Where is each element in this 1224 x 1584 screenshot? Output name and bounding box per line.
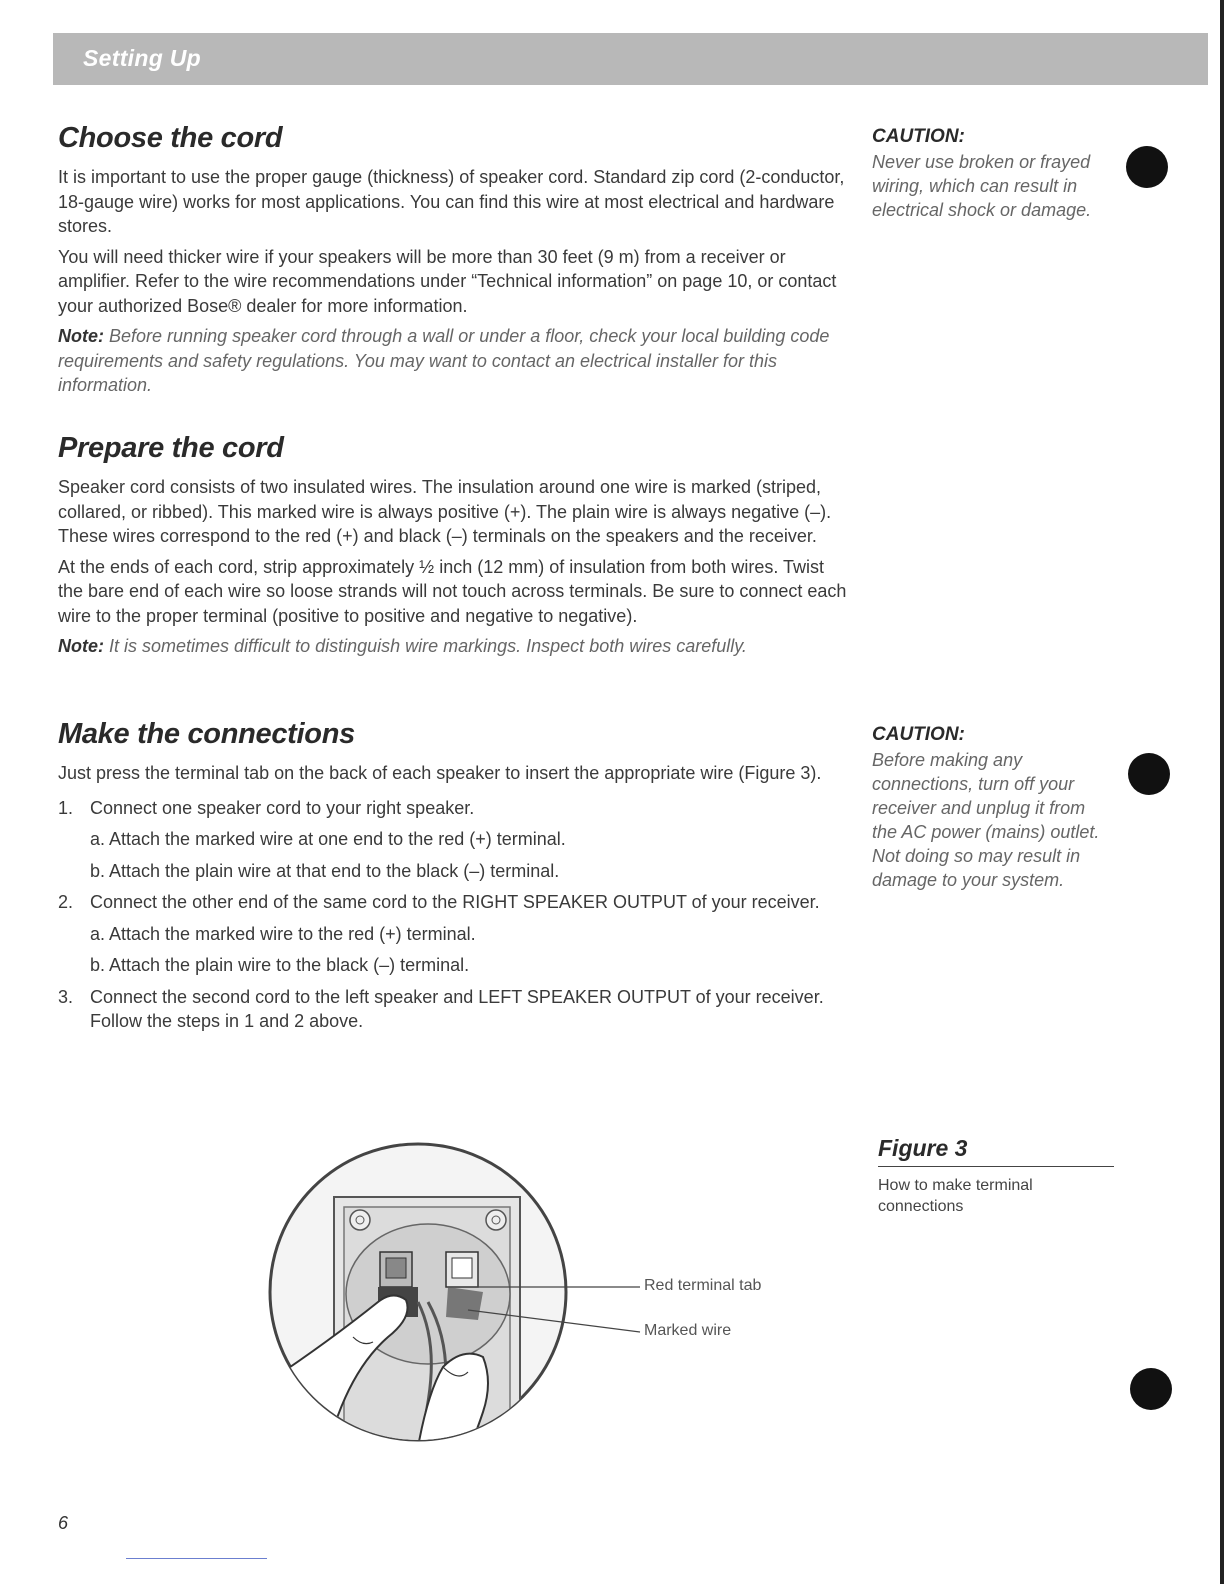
- substep: a. Attach the marked wire to the red (+) terminal.: [90, 923, 476, 944]
- terminal-connection-figure: [268, 1142, 788, 1447]
- page-number: 6: [58, 1513, 69, 1533]
- step-number: 3.: [58, 986, 74, 1007]
- caution-box-1: [872, 126, 1122, 222]
- make-connections-section: [58, 718, 850, 1041]
- caution-title: CAUTION:: [872, 724, 965, 745]
- choose-cord-section: [58, 122, 848, 404]
- margin-bullet-icon: [1130, 1368, 1172, 1410]
- step-text: Connect one speaker cord to your right speaker.: [90, 797, 475, 818]
- margin-bullet-icon: [1126, 146, 1168, 188]
- step-text: Connect the second cord to the left speaker and LEFT SPEAKER OUTPUT of your receiver. Follow the steps in 1 and 2 above.: [90, 986, 824, 1031]
- step-number: 1.: [58, 797, 74, 818]
- section-header-title: Setting Up: [83, 45, 201, 71]
- choose-cord-heading: Choose the cord: [58, 122, 283, 154]
- section-header-bar: [53, 33, 1208, 85]
- note-text: Before running speaker cord through a wall or under a floor, check your local building code requirements and safety regulations. You may want to contact an electrical installer for this information.: [58, 326, 830, 395]
- substep: b. Attach the plain wire to the black (–) terminal.: [90, 955, 470, 975]
- prepare-cord-paragraph-2: At the ends of each cord, strip approximately ½ inch (12 mm) of insulation from both wires. Twist the bare end of each wire so loose strands will not touch across terminals. Be sure to connect each wire to the proper terminal (positive to positive and negative to negative).: [58, 556, 847, 626]
- caution-box-2: [872, 724, 1112, 892]
- step-1: [58, 796, 850, 821]
- make-connections-intro: Just press the terminal tab on the back of each speaker to insert the appropriate wire (Figure 3).: [58, 763, 822, 783]
- figure-description: How to make terminal connections: [878, 1177, 1033, 1215]
- step-3: [58, 985, 850, 1034]
- step-2: [58, 890, 850, 915]
- caution-text: Before making any connections, turn off your receiver and unplug it from the AC power (mains) outlet. Not doing so may result in damage to your system.: [872, 750, 1100, 890]
- page-edge: [1220, 0, 1224, 1584]
- prepare-cord-note: [58, 634, 850, 659]
- choose-cord-paragraph-2: You will need thicker wire if your speakers will be more than 30 feet (9 m) from a receiver or amplifier. Refer to the wire recommendations under “Technical information” on page 10, or contact your authorized Bose® dealer for more information.: [58, 246, 837, 316]
- note-label: Note:: [58, 326, 104, 346]
- caution-text: Never use broken or frayed wiring, which can result in electrical shock or damage.: [872, 152, 1092, 220]
- figure-caption: [878, 1135, 1114, 1217]
- figure-title: Figure 3: [878, 1135, 1114, 1167]
- note-text: It is sometimes difficult to distinguish wire markings. Inspect both wires carefully.: [109, 636, 747, 656]
- choose-cord-paragraph-1: It is important to use the proper gauge (thickness) of speaker cord. Standard zip cord (2-conductor, 18-gauge wire) works for most applications. You can find this wire at most electrical and hardware stores.: [58, 167, 845, 236]
- red-terminal-tab-label: Red terminal tab: [644, 1277, 762, 1294]
- margin-bullet-icon: [1128, 753, 1170, 795]
- prepare-cord-heading: Prepare the cord: [58, 432, 284, 464]
- substep: a. Attach the marked wire at one end to the red (+) terminal.: [90, 829, 566, 849]
- footer-rule: [126, 1558, 267, 1559]
- note-label: Note:: [58, 636, 104, 656]
- make-connections-heading: Make the connections: [58, 718, 355, 750]
- step-number: 2.: [58, 892, 74, 912]
- step-text: Connect the other end of the same cord to the RIGHT SPEAKER OUTPUT of your receiver.: [90, 892, 820, 912]
- prepare-cord-section: [58, 432, 850, 665]
- prepare-cord-paragraph-1: Speaker cord consists of two insulated wires. The insulation around one wire is marked (striped, collared, or ribbed). This marked wire is always positive (+). The plain wire is always negative (–). These wires correspond to the red (+) and black (–) terminals on the speakers and the receiver.: [58, 477, 832, 546]
- choose-cord-note: [58, 324, 848, 398]
- caution-title: CAUTION:: [872, 126, 965, 147]
- marked-wire-label: Marked wire: [644, 1322, 732, 1339]
- substep: b. Attach the plain wire at that end to the black (–) terminal.: [90, 860, 560, 881]
